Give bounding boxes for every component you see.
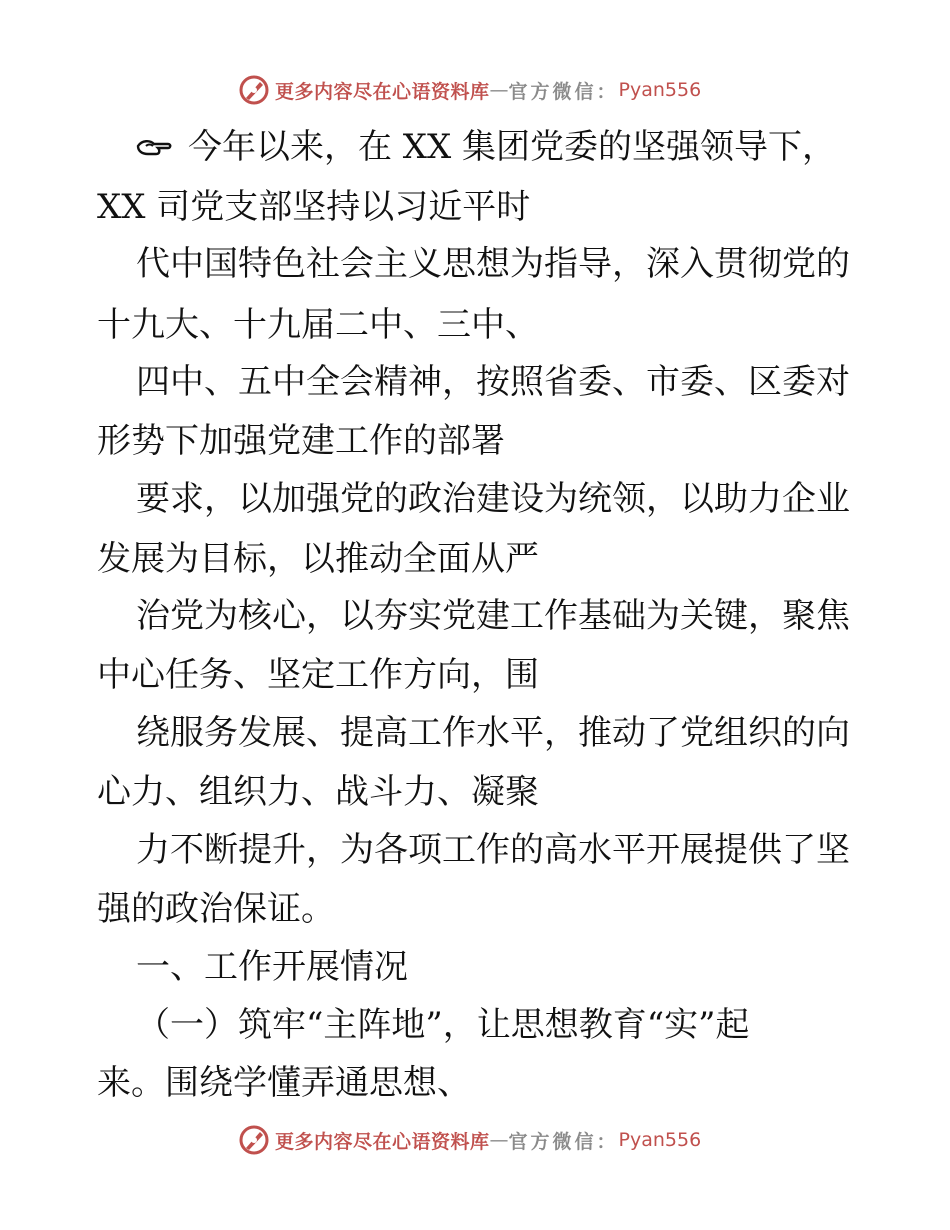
watermark-wechat-id: Pyan556 [618, 1129, 702, 1151]
line-text: 今年以来，在 XX 集团党委的坚强领导下， [188, 127, 837, 167]
pen-seal-icon [238, 1124, 270, 1156]
paragraph-line: 发展为目标，以推动全面从严 [97, 539, 539, 579]
paragraph-line [136, 118, 836, 176]
footer-watermark [238, 1123, 701, 1157]
paragraph-line: 代中国特色社会主义思想为指导，深入贯彻党的 [136, 244, 850, 284]
section-heading: 一、工作开展情况 [136, 947, 408, 987]
watermark-brand: 更多内容尽在心语资料库 [275, 1130, 490, 1153]
paragraph-line: 来。围绕学懂弄通思想、 [97, 1063, 471, 1103]
paragraph-line: 力不断提升，为各项工作的高水平开展提供了坚 [136, 830, 850, 870]
paragraph-line: 治党为核心，以夯实党建工作基础为关键，聚焦 [136, 596, 850, 636]
paragraph-line: 十九大、十九届二中、三中、 [97, 305, 539, 345]
watermark-dash: — [489, 1129, 509, 1151]
paragraph-line: 强的政治保证。 [97, 889, 335, 929]
paragraph-line: XX 司党支部坚持以习近平时 [97, 187, 531, 227]
watermark-wechat-label: 官方微信： [508, 1130, 619, 1153]
paragraph-line: 绕服务发展、提高工作水平，推动了党组织的向 [136, 713, 850, 753]
paragraph-line: 形势下加强党建工作的部署 [97, 421, 505, 461]
watermark-dash: — [489, 79, 509, 101]
paragraph-line: 心力、组织力、战斗力、凝聚 [97, 772, 539, 812]
watermark-brand: 更多内容尽在心语资料库 [275, 80, 490, 103]
paragraph-line: 中心任务、坚定工作方向，围 [97, 655, 539, 695]
watermark-wechat-id: Pyan556 [618, 79, 702, 101]
subsection-heading: （一）筑牢“主阵地”，让思想教育“实”起 [136, 1005, 750, 1045]
pointing-hand-icon [136, 132, 172, 162]
paragraph-line: 四中、五中全会精神，按照省委、市委、区委对 [136, 362, 850, 402]
watermark-wechat-label: 官方微信： [508, 80, 619, 103]
paragraph-line: 要求，以加强党的政治建设为统领，以助力企业 [136, 479, 850, 519]
